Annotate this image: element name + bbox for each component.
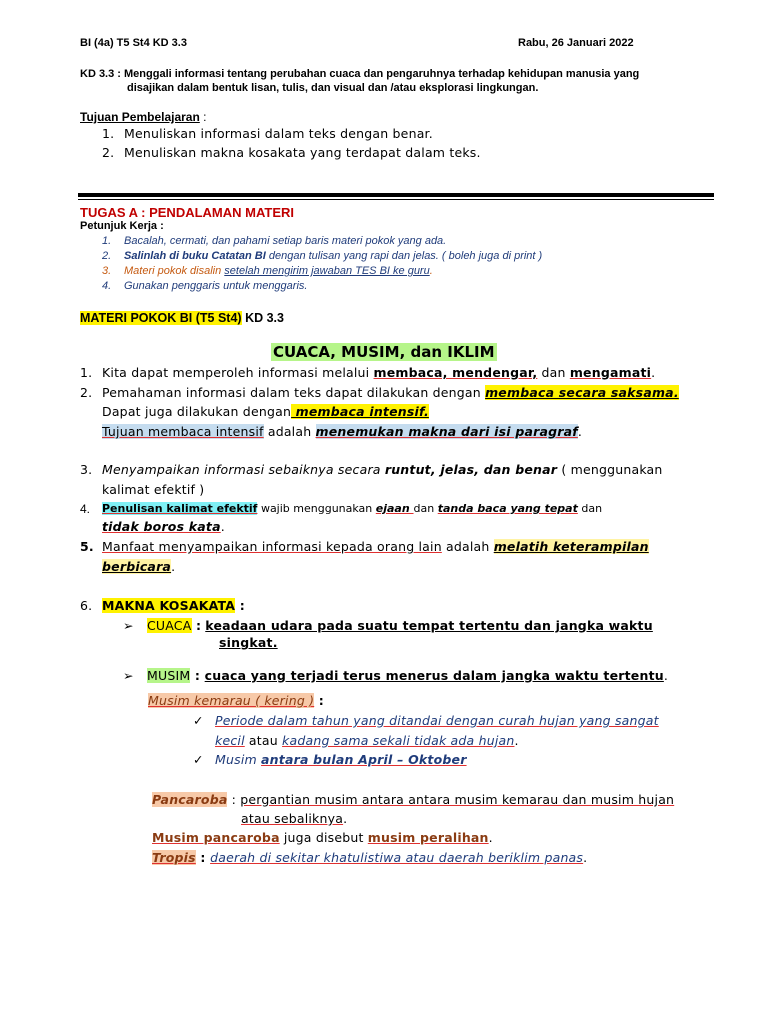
step-text: dengan tulisan yang rapi dan jelas. ( boleh juga di print ) [265,250,543,262]
step-num: 2. [102,250,112,262]
check-icon: ✓ [193,752,204,767]
tujuan-item [102,145,481,160]
step-num: 3. [102,265,112,277]
tugas-title: TUGAS A : PENDALAMAN MATERI [80,205,295,220]
kosakata-cuaca: ➢ CUACA : keadaan udara pada suatu tempat tertentu dan jangka waktu [123,618,653,633]
petunjuk-step-2 [102,250,543,262]
point-5: 5. Manfaat menyampaikan informasi kepada orang lain adalah melatih keterampilan [80,539,649,554]
kosakata-pancaroba-line2: atau sebaliknya. [241,811,348,826]
point-1: 1. Kita dapat memperoleh informasi melalui membaca, mendengar, dan mengamati. [80,365,656,380]
kemarau-check-1-line2: kecil atau kadang sama sekali tidak ada hujan. [215,733,519,748]
kd-statement-line2: disajikan dalam bentuk lisan, tulis, dan visual dan /atau eksplorasi lingkungan. [127,82,539,94]
kosakata-musim: ➢ MUSIM : cuaca yang terjadi terus menerus dalam jangka waktu tertentu. [123,668,669,683]
point-3: 3. Menyampaikan informasi sebaiknya secara runtut, jelas, dan benar ( menggunakan [80,462,663,477]
section-divider-thick [78,193,714,197]
tujuan-item-text: Menuliskan informasi dalam teks dengan benar. [124,126,433,141]
kosakata-peralihan: Musim pancaroba juga disebut musim peralihan. [152,830,493,845]
tujuan-title: Tujuan Pembelajaran [80,110,200,124]
petunjuk-heading: Petunjuk Kerja : [80,220,164,232]
materi-pokok-heading [80,311,284,325]
step-text-underlined: setelah mengirim jawaban TES BI ke guru [224,265,430,277]
tujuan-heading [80,110,206,124]
point-2-line3: Tujuan membaca intensif adalah menemukan makna dari isi paragraf. [102,424,583,439]
section-divider-thin [78,199,714,200]
doc-header-left: BI (4a) T5 St4 KD 3.3 [80,37,187,49]
highlight-membaca-intensif: membaca intensif. [291,404,429,419]
step-text-bold: Salinlah di buku Catatan BI [124,250,266,262]
highlight-membaca-saksama: membaca secara saksama. [485,385,679,400]
point-2: 2. Pemahaman informasi dalam teks dapat dilakukan dengan membaca secara saksama. [80,385,679,400]
materi-pokok-label: MATERI POKOK BI (T5 St4) [80,311,242,325]
kd-statement-line1: KD 3.3 : Menggali informasi tentang perubahan cuaca dan pengaruhnya terhadap kehidupan manusia yang [80,68,640,80]
petunjuk-step-4 [102,280,308,292]
kosakata-heading: 6. MAKNA KOSAKATA : [80,598,245,613]
point-4-line2: tidak boros kata. [102,519,225,534]
kemarau-check-2: ✓ Musim antara bulan April – Oktober [193,752,467,767]
step-num: 4. [102,280,112,292]
kosakata-cuaca-line2: singkat. [219,635,278,650]
tujuan-colon: : [199,110,207,124]
tujuan-item-text: Menuliskan makna kosakata yang terdapat dalam teks. [124,145,481,160]
kosakata-pancaroba: Pancaroba : pergantian musim antara antara musim kemarau dan musim hujan [152,792,675,807]
step-text: Materi pokok disalin [124,265,222,277]
check-icon: ✓ [193,713,204,728]
petunjuk-step-1 [102,235,447,247]
point-2-line2: Dapat juga dilakukan dengan membaca intensif. [102,404,429,419]
kosakata-tropis: Tropis : daerah di sekitar khatulistiwa atau daerah beriklim panas. [152,850,588,865]
tujuan-item-num: 2. [102,145,115,160]
kemarau-heading: Musim kemarau ( kering ) : [148,693,324,708]
petunjuk-step-3: 3. Materi pokok disalin setelah mengirim jawaban TES BI ke guru. [102,265,433,277]
material-title: CUACA, MUSIM, dan IKLIM [273,343,495,361]
materi-pokok-kd: KD 3.3 [241,311,284,325]
doc-header-date: Rabu, 26 Januari 2022 [518,37,634,49]
tujuan-item [102,126,433,141]
arrow-bullet-icon: ➢ [123,668,134,683]
point-5-line2: berbicara. [102,559,176,574]
point-4: 4. Penulisan kalimat efektif wajib menggunakan ejaan dan tanda baca yang tepat dan [80,502,603,516]
tujuan-item-num: 1. [102,126,115,141]
kemarau-check-1: ✓ Periode dalam tahun yang ditandai dengan curah hujan yang sangat [193,713,659,728]
point-3-line2: kalimat efektif ) [102,482,205,497]
arrow-bullet-icon: ➢ [123,618,134,633]
step-text: Gunakan penggaris untuk menggaris. [124,280,308,292]
step-num: 1. [102,235,112,247]
step-text: Bacalah, cermati, dan pahami setiap baris materi pokok yang ada. [124,235,447,247]
